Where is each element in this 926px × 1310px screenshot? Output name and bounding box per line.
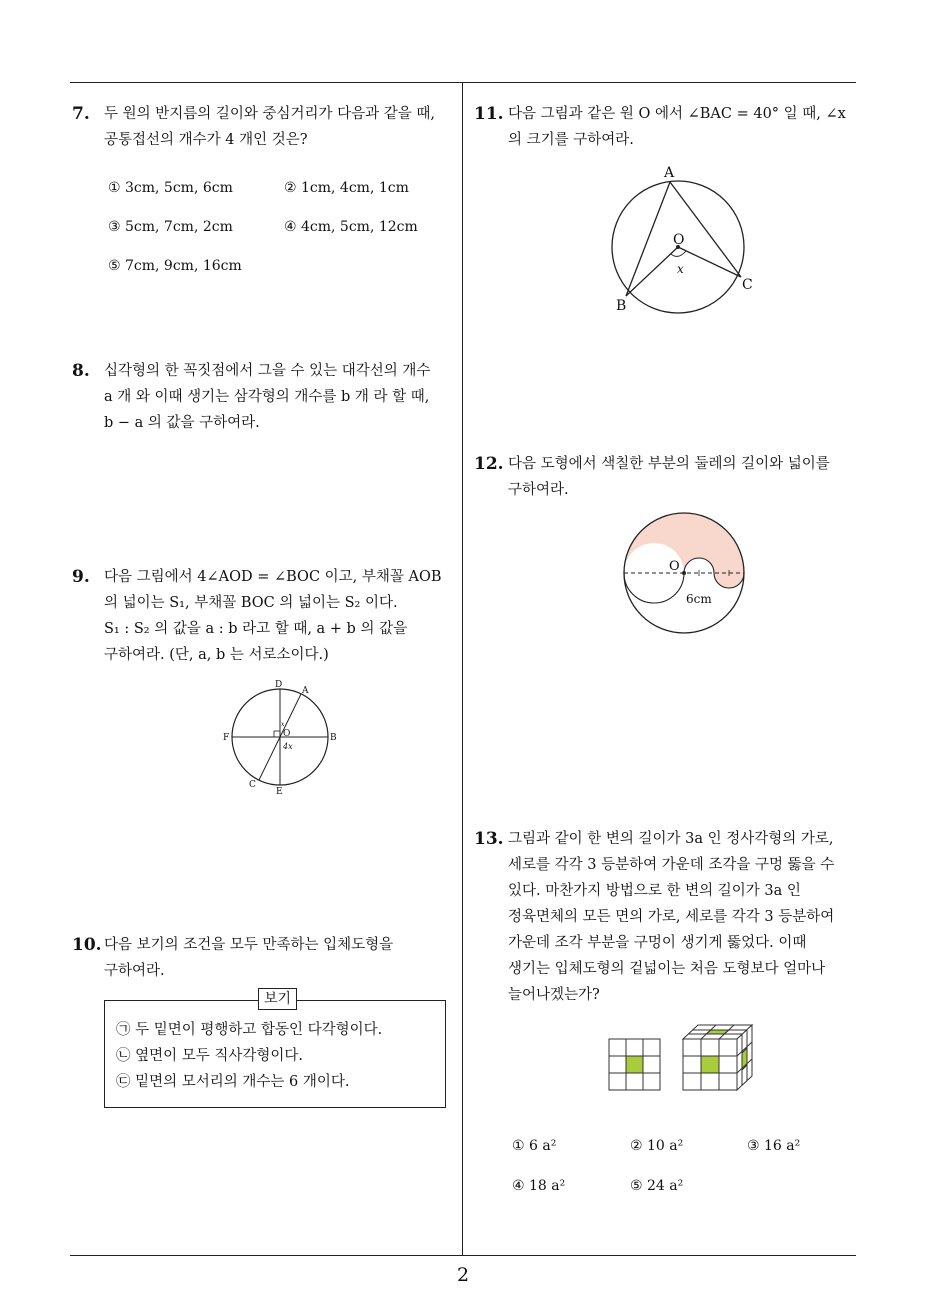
cube-front-hole	[701, 1056, 719, 1073]
question-line: 다음 도형에서 색칠한 부분의 둘레의 길이와 넓이를	[508, 456, 830, 472]
question-9-text	[104, 564, 442, 668]
option-5[interactable]: ⑤ 24 a²	[630, 1178, 684, 1194]
label-o: O	[283, 729, 291, 739]
question-number-10: 10.	[72, 935, 102, 955]
option-3[interactable]: ③ 16 a²	[747, 1138, 801, 1154]
question-line: 늘어나겠는가?	[508, 987, 600, 1003]
radius-oc	[678, 247, 741, 277]
question-12-text	[508, 451, 830, 503]
question-line: 구하여라. (단, a, b 는 서로소이다.)	[104, 647, 329, 663]
label-length: 6cm	[686, 592, 712, 606]
question-line: 구하여라.	[508, 482, 569, 498]
option-1[interactable]: ① 3cm, 5cm, 6cm	[108, 180, 233, 196]
label-e: E	[276, 787, 283, 797]
condition-item: ㉡ 옆면이 모두 직사각형이다.	[116, 1048, 304, 1064]
question-line: 그림과 같이 한 변의 길이가 3a 인 정사각형의 가로,	[508, 831, 834, 847]
question-number-11: 11.	[474, 104, 504, 124]
question-line: S₁ : S₂ 의 값을 a : b 라고 할 때, a + b 의 값을	[104, 621, 408, 637]
condition-item: ㉢ 밑면의 모서리의 개수는 6 개이다.	[116, 1074, 350, 1090]
question-line: 정육면체의 모든 면의 가로, 세로를 각각 3 등분하여	[508, 909, 835, 925]
option-1[interactable]: ① 6 a²	[512, 1138, 557, 1154]
option-2[interactable]: ② 1cm, 4cm, 1cm	[284, 180, 409, 196]
question-line: 공통접선의 개수가 4 개인 것은?	[104, 132, 308, 148]
question-number-9: 9.	[72, 567, 90, 587]
question-number-8: 8.	[72, 361, 90, 381]
label-f: F	[223, 733, 230, 743]
radius-ob	[626, 247, 678, 296]
square-grid	[609, 1039, 660, 1090]
question-10-text	[104, 932, 393, 984]
cube	[683, 1025, 752, 1090]
label-o: O	[673, 232, 685, 248]
condition-item: ㉠ 두 밑면이 평행하고 합동인 다각형이다.	[116, 1022, 383, 1038]
large-lower-semicircle	[624, 573, 684, 603]
question-11-text	[508, 101, 846, 153]
square-hole	[626, 1056, 643, 1073]
bottom-rule	[70, 1255, 856, 1256]
question-line: 구하여라.	[104, 963, 165, 979]
question-7-text	[104, 101, 435, 153]
question-line: 두 원의 반지름의 길이와 중심거리가 다음과 같을 때,	[104, 106, 436, 122]
option-5[interactable]: ⑤ 7cm, 9cm, 16cm	[108, 258, 242, 274]
question-line: 세로를 각각 3 등분하여 가운데 조각을 구멍 뚫을 수	[508, 857, 835, 873]
label-c: C	[742, 277, 753, 293]
question-13-text	[508, 826, 834, 1008]
right-angle-mark	[274, 731, 280, 737]
square-and-cube-figure	[605, 1022, 775, 1092]
question-line: 다음 보기의 조건을 모두 만족하는 입체도형을	[104, 937, 394, 953]
question-line: 십각형의 한 꼭짓점에서 그을 수 있는 대각선의 개수	[104, 363, 431, 379]
label-x: x	[677, 262, 684, 276]
option-3[interactable]: ③ 5cm, 7cm, 2cm	[108, 219, 233, 235]
question-line: 가운데 조각 부분을 구멍이 생기게 뚫었다. 이때	[508, 935, 807, 951]
question-line: 다음 그림과 같은 원 O 에서 ∠BAC = 40° 일 때, ∠x	[508, 106, 846, 122]
question-number-7: 7.	[72, 104, 90, 124]
question-line: b − a 의 값을 구하여라.	[104, 415, 260, 431]
label-a: A	[664, 165, 675, 181]
label-d: D	[275, 680, 283, 690]
center-point	[682, 571, 686, 575]
inscribed-angle-figure	[600, 160, 770, 320]
option-4[interactable]: ④ 4cm, 5cm, 12cm	[284, 219, 418, 235]
option-4[interactable]: ④ 18 a²	[512, 1178, 566, 1194]
question-line: 의 크기를 구하여라.	[508, 132, 634, 148]
sector-figure	[220, 676, 340, 800]
label-b: B	[616, 298, 627, 314]
label-x: x	[281, 721, 285, 728]
question-line: 의 넓이는 S₁, 부채꼴 BOC 의 넓이는 S₂ 이다.	[104, 595, 398, 611]
question-line: 다음 그림에서 4∠AOD = ∠BOC 이고, 부채꼴 AOB	[104, 569, 442, 585]
label-b: B	[330, 733, 337, 743]
question-line: 생기는 입체도형의 겉넓이는 처음 도형보다 얼마나	[508, 961, 826, 977]
label-4x: 4x	[283, 742, 293, 751]
condition-box-title: 보기	[258, 988, 297, 1010]
label-c: C	[249, 780, 256, 790]
shaded-region-figure	[620, 510, 760, 640]
top-rule	[70, 82, 856, 83]
question-8-text	[104, 358, 430, 436]
label-a: A	[302, 686, 309, 696]
page-number: 2	[456, 1264, 470, 1286]
question-line: 있다. 마찬가지 방법으로 한 변의 길이가 3a 인	[508, 883, 801, 899]
option-2[interactable]: ② 10 a²	[630, 1138, 684, 1154]
label-o: O	[669, 559, 680, 574]
column-divider	[462, 82, 463, 1256]
question-number-12: 12.	[474, 454, 504, 474]
question-line: a 개 와 이때 생기는 삼각형의 개수를 b 개 라 할 때,	[104, 389, 430, 405]
question-number-13: 13.	[474, 829, 504, 849]
